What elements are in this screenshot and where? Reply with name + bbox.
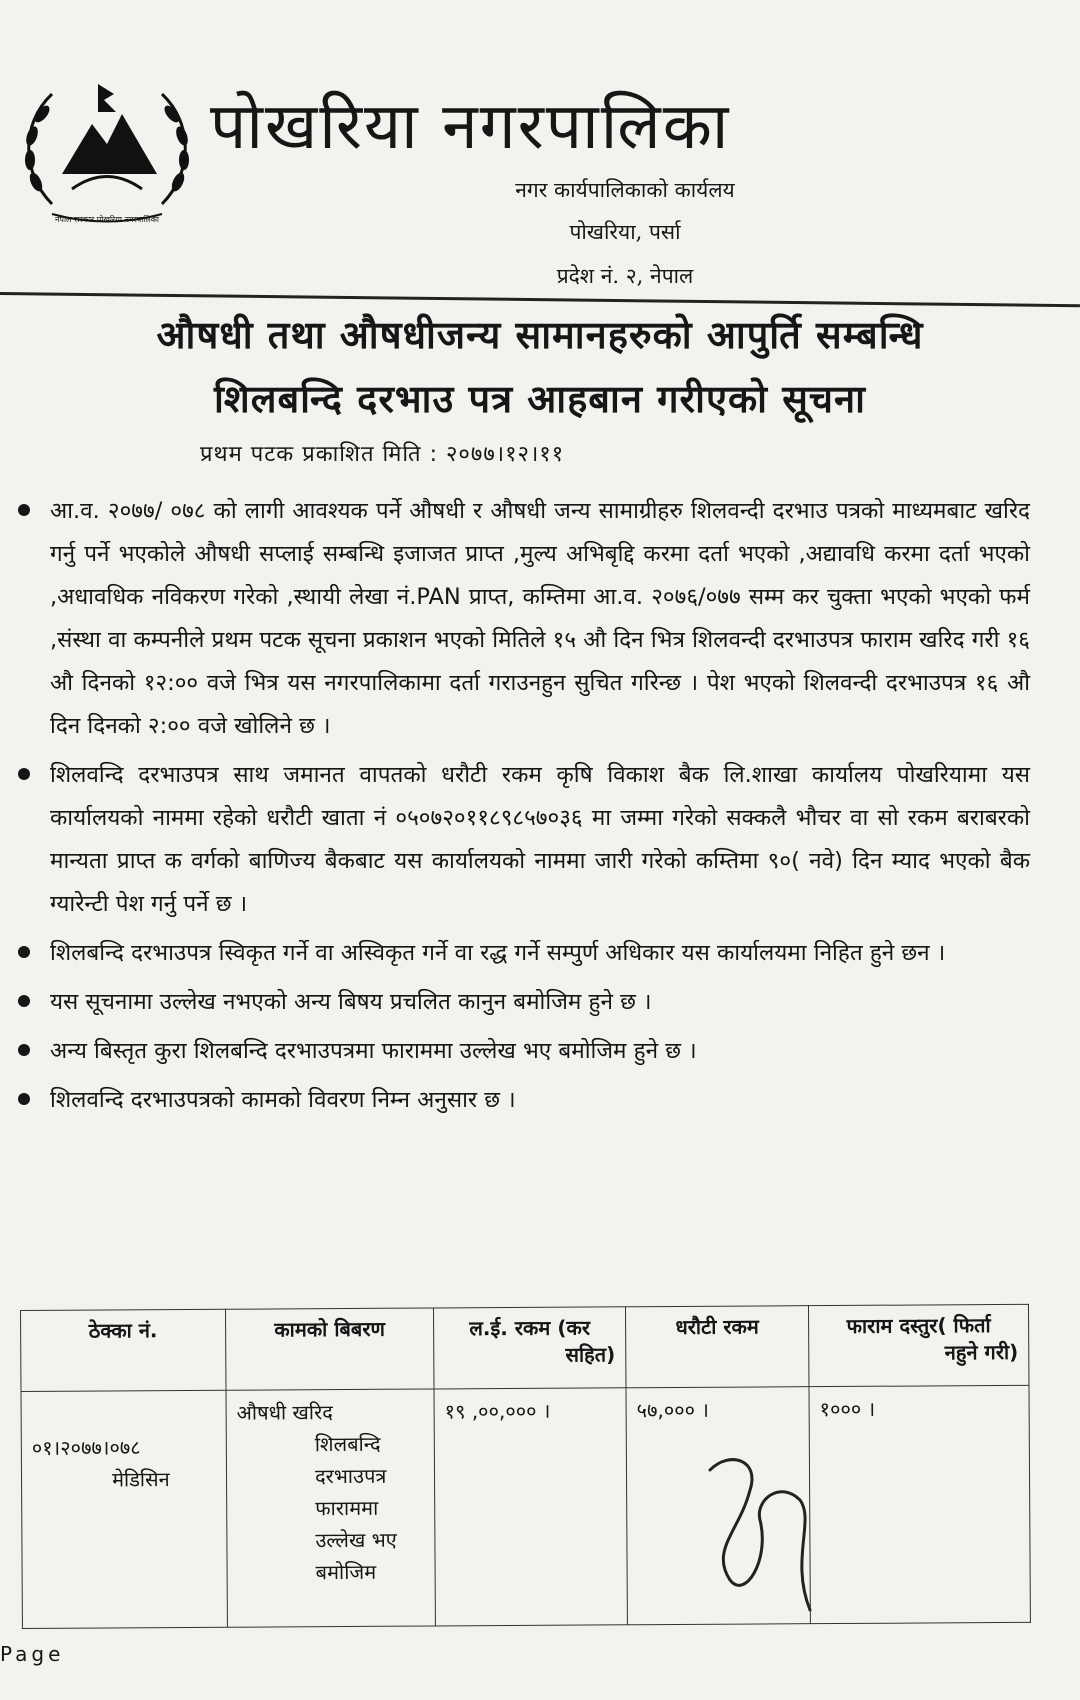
bullet-text: यस सूचनामा उल्लेख नभएको अन्य बिषय प्रचलित कानुन बमोजिम हुने छ ।: [50, 989, 652, 1015]
header-text: सहित): [565, 1342, 616, 1367]
col-work-desc: [225, 1308, 433, 1390]
municipality-emblem-icon: [12, 64, 202, 234]
bullet-icon: [18, 1093, 30, 1105]
list-item: [10, 490, 1030, 748]
col-contract-no: [21, 1309, 226, 1391]
office-name: नगर कार्यपालिकाको कार्यलय: [515, 178, 735, 202]
table-row: [21, 1385, 1030, 1628]
col-form-fee: [808, 1304, 1028, 1386]
bullet-icon: [18, 1044, 30, 1056]
cell-text: १००० ।: [819, 1396, 876, 1422]
header-divider: [0, 292, 1080, 307]
office-location: पोखरिया, पर्सा: [569, 220, 681, 244]
published-date: प्रथम पटक प्रकाशित मिति : २०७७।१२।११: [200, 442, 565, 467]
cell-text: शिलबन्दि दरभाउपत्र फाराममा उल्लेख भए बमोजिम: [314, 1431, 397, 1585]
list-item: [10, 1030, 1030, 1073]
cell-estimate: [434, 1388, 627, 1626]
letterhead: [0, 0, 1080, 300]
cell-work-desc: [226, 1389, 435, 1627]
header-text: कामको बिबरण: [274, 1316, 386, 1342]
col-deposit: [625, 1306, 808, 1388]
header-text: ल.ई. रकम (कर: [469, 1315, 591, 1341]
page-label: Page: [0, 1642, 65, 1666]
cell-contract-no: [21, 1390, 227, 1628]
header-text: ठेक्का नं.: [88, 1318, 158, 1343]
signature-icon: [690, 1440, 840, 1620]
notice-title-line2: शिलबन्दि दरभाउ पत्र आहबान गरीएको सूचना: [214, 377, 866, 421]
bullet-text: आ.व. २०७७/ ०७८ को लागी आवश्यक पर्ने औषधी र औषधी जन्य सामाग्रीहरु शिलवन्दी दरभाउ पत्रको माध्यमबाट खरिद गर्नु पर्ने भएकोले औषधी सप्लाई सम्बन्धि इजाजत प्राप्त ,मुल्य अभिबृद्दि करमा दर्ता भएको ,अद्यावधि करमा दर्ता भएको ,अधावधिक नविकरण गरेको ,स्थायी लेखा नं.PAN प्राप्त, कम्तिमा आ.व. २०७६/०७७ सम्म कर चुक्ता भएको भएको फर्म ,संस्था वा कम्पनीले प्रथम पटक सूचना प्रकाशन भएको मितिले १५ औ दिन भित्र शिलवन्दी दरभाउपत्र फाराम खरिद गरी १६ औ दिनको १२:०० वजे भित्र यस नगरपालिकामा दर्ता गराउनहुन सुचित गरिन्छ । पेश भएको शिलवन्दी दरभाउपत्र १६ औ दिन दिनको २:०० वजे खोलिने छ ।: [50, 498, 1030, 739]
bullet-text: शिलबन्दि दरभाउपत्र स्विकृत गर्ने वा अस्विकृत गर्ने वा रद्ध गर्ने सम्पुर्ण अधिकार यस कार्यालयमा निहित हुने छन ।: [50, 940, 946, 966]
cell-text: मेडिसिन: [111, 1467, 170, 1492]
col-estimate: [433, 1307, 625, 1389]
notice-bullets: [10, 490, 1030, 1128]
cell-form-fee: [809, 1385, 1030, 1623]
cell-text: औषधी खरिद: [236, 1400, 333, 1425]
cell-text: ०१।२०७७।०७८: [31, 1435, 141, 1460]
notice-title-line1: औषधी तथा औषधीजन्य सामानहरुको आपुर्ति सम्बन्धि: [156, 313, 924, 357]
cell-text: १९ ,००,००० ।: [444, 1398, 551, 1424]
list-item: [10, 981, 1030, 1024]
office-province: प्रदेश नं. २, नेपाल: [556, 264, 694, 288]
bullet-icon: [18, 768, 30, 780]
bullet-text: अन्य बिस्तृत कुरा शिलबन्दि दरभाउपत्रमा फाराममा उल्लेख भए बमोजिम हुने छ ।: [50, 1038, 697, 1064]
header-text: फाराम दस्तुर( फिर्ता: [846, 1313, 991, 1338]
bullet-icon: [18, 995, 30, 1007]
header-text: नहुने गरी): [944, 1339, 1019, 1365]
list-item: [10, 1079, 1030, 1122]
bullet-icon: [18, 946, 30, 958]
emblem-text: नेपाल सरकार पोखरिया नगरपालिका: [54, 215, 160, 224]
org-name: पोखरिया नगरपालिका: [210, 90, 731, 164]
bullet-text: शिलवन्दि दरभाउपत्र साथ जमानत वापतको धरौटी रकम कृषि विकाश बैक लि.शाखा कार्यालय पोखरियामा यस कार्यालयको नाममा रहेको धरौटी खाता नं ०५०७२०११८९८५७०३६ मा जम्मा गरेको सक्कलै भौचर वा सो रकम बराबरको मान्यता प्राप्त क वर्गको बाणिज्य बैकबाट यस कार्यालयको नाममा जारी गरेको कम्तिमा ९०( नवे) दिन म्याद भएको बैक ग्यारेन्टी पेश गर्नु पर्ने छ ।: [50, 762, 1030, 917]
header-text: धरौटी रकम: [675, 1314, 759, 1339]
list-item: [10, 754, 1030, 926]
bullet-icon: [18, 504, 30, 516]
list-item: [10, 932, 1030, 975]
bullet-text: शिलवन्दि दरभाउपत्रको कामको विवरण निम्न अनुसार छ ।: [50, 1087, 516, 1113]
work-details-table: [20, 1304, 1031, 1629]
table-header-row: [21, 1304, 1029, 1391]
cell-text: ५७,००० ।: [636, 1397, 709, 1423]
